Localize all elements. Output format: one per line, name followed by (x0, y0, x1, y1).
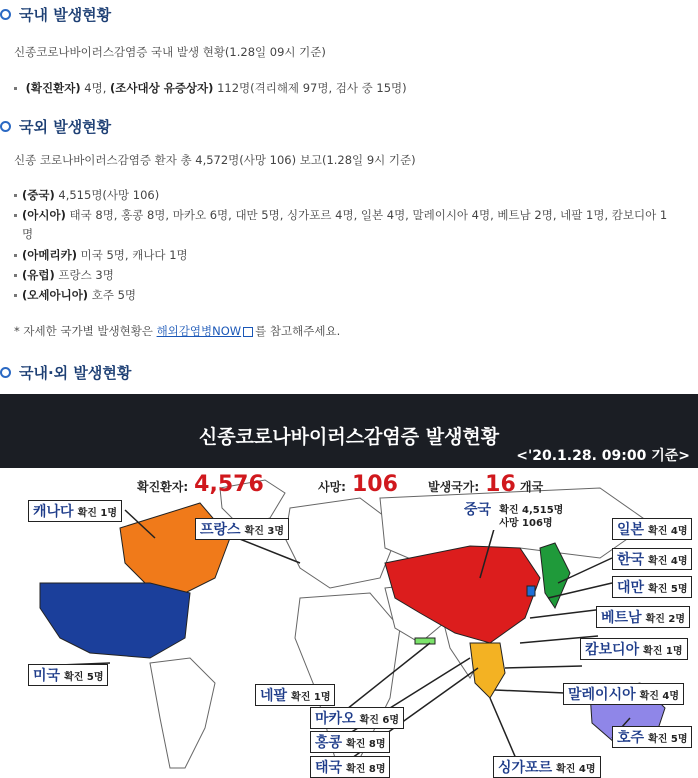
circle-bullet-icon (0, 367, 11, 378)
label-canada: 캐나다 확진 1명 (28, 500, 122, 522)
label-cambodia: 캄보디아 확진 1명 (580, 638, 688, 660)
overseas-summary: 신종 코로나바이러스감염증 환자 총 4,572명(사망 106) 보고(1.28일 9시 기준) (14, 153, 416, 167)
confirmed-stat: 확진환자: 4,576 (137, 472, 264, 497)
label-nepal: 네팔 확진 1명 (255, 684, 335, 706)
list-item: (오세아니아) 호주 5명 (14, 287, 136, 303)
infographic-title: 신종코로나바이러스감염증 발생현황 (198, 426, 500, 448)
list-bullet-icon (14, 294, 17, 297)
infographic-date: <'20.1.28. 09:00 기준> (516, 448, 690, 464)
canada-shape (120, 503, 230, 593)
overseas-infection-now-link[interactable]: 해외감염병NOW (156, 324, 242, 338)
korea-shape (527, 586, 535, 596)
label-china: 중국 확진 4,515명 사망 106명 (460, 504, 567, 530)
list-bullet-icon (14, 274, 17, 277)
list-item-continued: 명 (22, 227, 34, 241)
death-stat: 사망: 106 (318, 472, 398, 497)
label-hongkong: 홍콩 확진 8명 (310, 731, 390, 753)
list-item: (아메리카) 미국 5명, 캐나다 1명 (14, 247, 188, 263)
label-australia: 호주 확진 5명 (612, 726, 692, 748)
label-japan: 일본 확진 4명 (612, 518, 692, 540)
list-item: (중국) 4,515명(사망 106) (14, 187, 159, 203)
list-bullet-icon (14, 254, 17, 257)
label-singapore: 싱가포르 확진 4명 (493, 756, 601, 778)
label-macau: 마카오 확진 6명 (310, 707, 404, 729)
south-america-shape (150, 658, 215, 768)
label-france: 프랑스 확진 3명 (195, 518, 289, 540)
label-vietnam: 베트남 확진 2명 (596, 606, 690, 628)
infographic-header (0, 394, 698, 468)
label-taiwan: 대만 확진 5명 (612, 576, 692, 598)
external-link-icon[interactable] (243, 327, 253, 337)
list-bullet-icon (14, 214, 17, 217)
section-title-combined: 국내·외 발생현황 (0, 362, 131, 383)
countries-stat: 발생국가: 16 개국 (428, 472, 544, 497)
domestic-item: (확진환자) 4명, (조사대상 유증상자) 112명(격리해제 97명, 검사 중 15명) (14, 80, 407, 96)
list-bullet-icon (14, 87, 17, 90)
outbreak-infographic (0, 394, 698, 776)
section-title-domestic: 국내 발생현황 (0, 4, 111, 25)
domestic-summary: 신종코로나바이러스감염증 국내 발생 현황(1.28일 09시 기준) (14, 45, 326, 59)
nepal-shape (415, 638, 435, 644)
label-malaysia: 말레이시아 확진 4명 (563, 683, 684, 705)
usa-shape (40, 583, 190, 658)
list-item: (아시아) 태국 8명, 홍콩 8명, 마카오 6명, 대만 5명, 싱가포르 4명, 일본 4명, 말레이시아 4명, 베트남 2명, 네팔 1명, 캄보디아 1 (14, 207, 667, 223)
circle-bullet-icon (0, 121, 11, 132)
section-title-overseas: 국외 발생현황 (0, 116, 111, 137)
label-korea: 한국 확진 4명 (612, 548, 692, 570)
label-thailand: 태국 확진 8명 (310, 756, 390, 778)
label-usa: 미국 확진 5명 (28, 664, 108, 686)
overseas-note: * 자세한 국가별 발생현황은 해외감염병NOW 를 참고해주세요. (14, 324, 341, 338)
circle-bullet-icon (0, 9, 11, 20)
list-item: (유럽) 프랑스 3명 (14, 267, 114, 283)
list-bullet-icon (14, 194, 17, 197)
